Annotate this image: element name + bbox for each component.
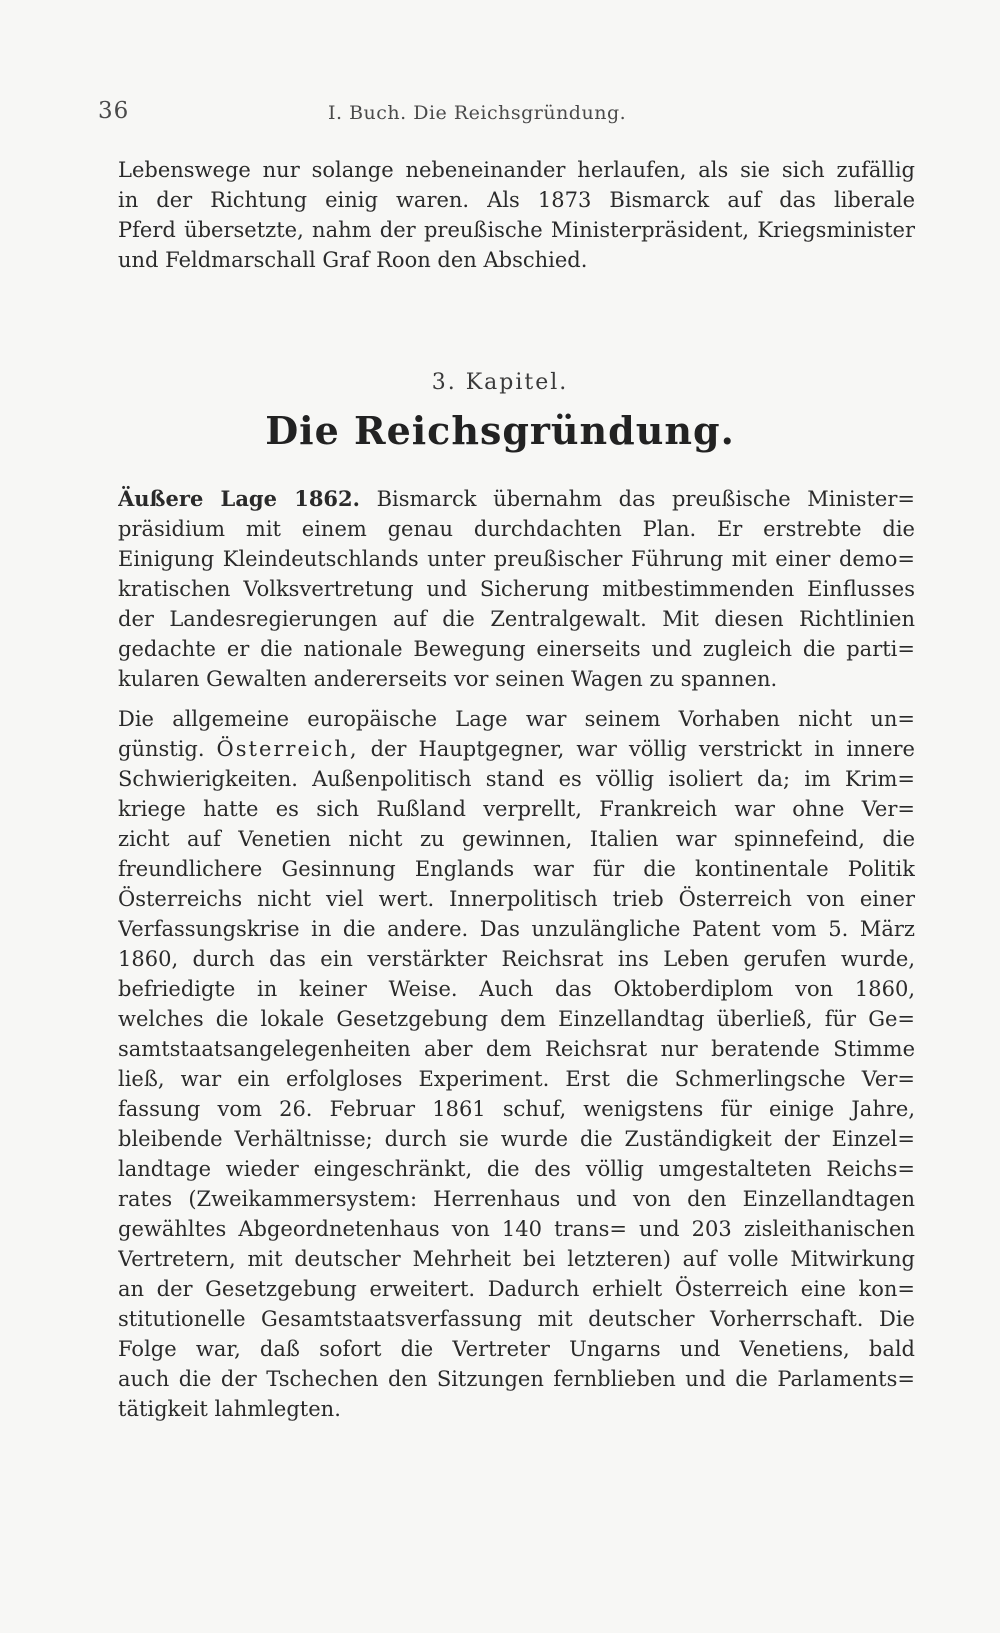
chapter-title: Die Reichsgründung. [265,408,735,453]
body-paragraph [118,704,915,1424]
text-line: gedachte er die nationale Bewegung einerseits und zugleich die parti= [118,637,915,661]
text-line: kratischen Volksvertretung und Sicherung mitbestimmenden Einflusses [118,577,915,601]
text-line: Die allgemeine europäische Lage war seinem Vorhaben nicht un= [118,707,915,731]
text-line [118,484,915,514]
page-header [98,98,910,138]
section-paragraph [118,484,915,694]
intro-paragraph [118,155,915,275]
text-line: Folge war, daß sofort die Vertreter Ungarns und Venetiens, bald [118,1337,915,1361]
text-line [118,734,915,764]
text-run: der Hauptgegner, war völlig verstrickt in innere [370,737,915,761]
text-line: rates (Zweikammersystem: Herrenhaus und von den Einzellandtagen [118,1187,915,1211]
text-line: 1860, durch das ein verstärkter Reichsrat ins Leben gerufen wurde, [118,947,915,971]
text-line: Verfassungskrise in die andere. Das unzulängliche Patent vom 5. März [118,917,915,941]
text-line: bleibende Verhältnisse; durch sie wurde die Zuständigkeit der Einzel= [118,1127,915,1151]
text-line: gewähltes Abgeordnetenhaus von 140 trans= und 203 zisleithanischen [118,1217,915,1241]
text-line: freundlichere Gesinnung Englands war für die kontinentale Politik [118,857,915,881]
page-number: 36 [98,98,130,124]
text-line: Österreichs nicht viel wert. Innerpolitisch trieb Österreich von einer [118,887,915,911]
running-head: I. Buch. Die Reichsgründung. [328,102,627,124]
text-run: Bismarck übernahm das preußische Minister= [376,487,915,511]
emphasized-word: Österreich, [216,737,359,761]
text-line: auch die der Tschechen den Sitzungen fernblieben und die Parlaments= [118,1367,915,1391]
text-line: stitutionelle Gesamtstaatsverfassung mit deutscher Vorherrschaft. Die [118,1307,915,1331]
chapter-label: 3. Kapitel. [431,370,569,395]
text-line: kriege hatte es sich Rußland verprellt, Frankreich war ohne Ver= [118,797,915,821]
text-line: welches die lokale Gesetzgebung dem Einzellandtag überließ, für Ge= [118,1007,915,1031]
text-line: landtage wieder eingeschränkt, die des völlig umgestalteten Reichs= [118,1157,915,1181]
text-line: und Feldmarschall Graf Roon den Abschied. [118,248,588,272]
text-line: befriedigte in keiner Weise. Auch das Oktoberdiplom von 1860, [118,977,915,1001]
text-line: Vertretern, mit deutscher Mehrheit bei letzteren) auf volle Mitwirkung [118,1247,915,1271]
section-heading: Äußere Lage 1862. [118,486,360,511]
text-line: tätigkeit lahmlegten. [118,1397,341,1421]
text-line: kularen Gewalten andererseits vor seinen Wagen zu spannen. [118,667,778,691]
text-line: Schwierigkeiten. Außenpolitisch stand es völlig isoliert da; im Krim= [118,767,915,791]
text-line: Pferd übersetzte, nahm der preußische Ministerpräsident, Kriegsminister [118,218,915,242]
text-line: Lebenswege nur solange nebeneinander herlaufen, als sie sich zufällig [118,158,915,182]
text-line: fassung vom 26. Februar 1861 schuf, wenigstens für einige Jahre, [118,1097,915,1121]
text-line: in der Richtung einig waren. Als 1873 Bismarck auf das liberale [118,188,915,212]
text-line: der Landesregierungen auf die Zentralgewalt. Mit diesen Richtlinien [118,607,915,631]
text-line: ließ, war ein erfolgloses Experiment. Erst die Schmerlingsche Ver= [118,1067,915,1091]
text-line: samtstaatsangelegenheiten aber dem Reichsrat nur beratende Stimme [118,1037,915,1061]
text-run: günstig. [118,737,205,761]
text-line: zicht auf Venetien nicht zu gewinnen, Italien war spinnefeind, die [118,827,915,851]
text-line: an der Gesetzgebung erweitert. Dadurch erhielt Österreich eine kon= [118,1277,915,1301]
text-line: präsidium mit einem genau durchdachten Plan. Er erstrebte die [118,517,915,541]
text-line: Einigung Kleindeutschlands unter preußischer Führung mit einer demo= [118,547,915,571]
